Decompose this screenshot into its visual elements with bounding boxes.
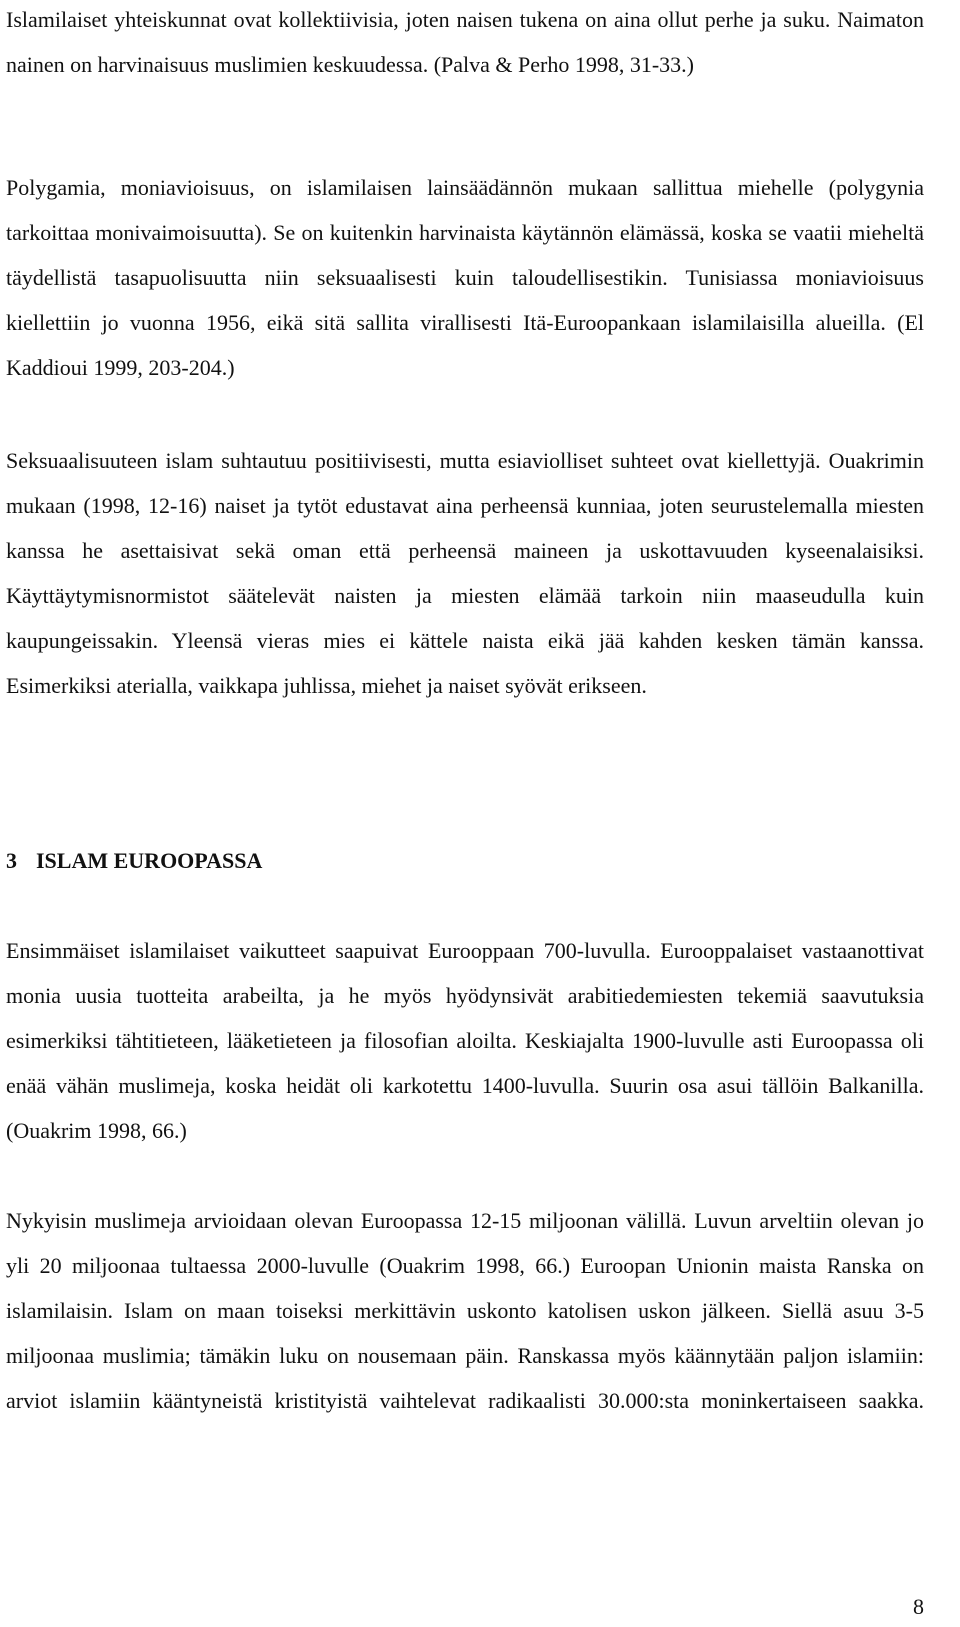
page-number: 8 <box>913 1594 924 1619</box>
section-title: ISLAM EUROOPASSA <box>36 848 263 873</box>
paragraph-muslims-today: Nykyisin muslimeja arvioidaan olevan Euroopassa 12-15 miljoonan välillä. Luvun arveltiin olevan jo yli 20 miljoonaa tultaessa 2000-luvulle (Ouakrim 1998, 66.) Euroopan Unionin maista Ranska on islamilaisin. Islam on maan toiseksi merkittävin uskonto katolisen uskon jälkeen. Siellä asuu 3-5 miljoonaa muslimia; tämäkin luku on nousemaan päin. Ranskassa myös käännytään paljon islamiin: arviot islamiin kääntyneistä kristityistä vaihtelevat radikaalisti 30.000:sta moninkertaiseen saakka. <box>6 1208 924 1413</box>
section-heading <box>6 846 262 876</box>
paragraph-collective-societies: Islamilaiset yhteiskunnat ovat kollektiivisia, joten naisen tukena on aina ollut perhe ja suku. Naimaton nainen on harvinaisuus muslimien keskuudessa. (Palva & Perho 1998, 31-33.) <box>6 7 924 77</box>
paragraph-sexuality: Seksuaalisuuteen islam suhtautuu positiivisesti, mutta esiaviolliset suhteet ovat kiellettyjä. Ouakrimin mukaan (1998, 12-16) naiset ja tytöt edustavat aina perheensä kunniaa, joten seurustelemalla miesten kanssa he asettaisivat sekä oman että perheensä maineen ja uskottavuuden kyseenalaisiksi. Käyttäytymisnormistot säätelevät naisten ja miesten elämää tarkoin niin maaseudulla kuin kaupungeissakin. Yleensä vieras mies ei kättele naista eikä jää kahden kesken tämän kanssa. Esimerkiksi aterialla, vaikkapa juhlissa, miehet ja naiset syövät erikseen. <box>6 448 924 698</box>
section-number: 3 <box>6 848 17 873</box>
paragraph-islam-in-europe-history: Ensimmäiset islamilaiset vaikutteet saapuivat Eurooppaan 700-luvulla. Eurooppalaiset vastaanottivat monia uusia tuotteita arabeilta, ja he myös hyödynsivät arabitiedemiesten tekemiä saavutuksia esimerkiksi tähtitieteen, lääketieteen ja filosofian aloilta. Keskiajalta 1900-luvulle asti Euroopassa oli enää vähän muslimeja, koska heidät oli karkotettu 1400-luvulla. Suurin osa asui tällöin Balkanilla. (Ouakrim 1998, 66.) <box>6 938 924 1143</box>
paragraph-polygamy: Polygamia, moniavioisuus, on islamilaisen lainsäädännön mukaan sallittua miehelle (polygynia tarkoittaa monivaimoisuutta). Se on kuitenkin harvinaista käytännön elämässä, koska se vaatii mieheltä täydellistä tasapuolisuutta niin seksuaalisesti kuin taloudellisestikin. Tunisiassa moniavioisuus kiellettiin jo vuonna 1956, eikä sitä sallita virallisesti Itä-Euroopankaan islamilaisilla alueilla. (El Kaddioui 1999, 203-204.) <box>6 175 924 380</box>
